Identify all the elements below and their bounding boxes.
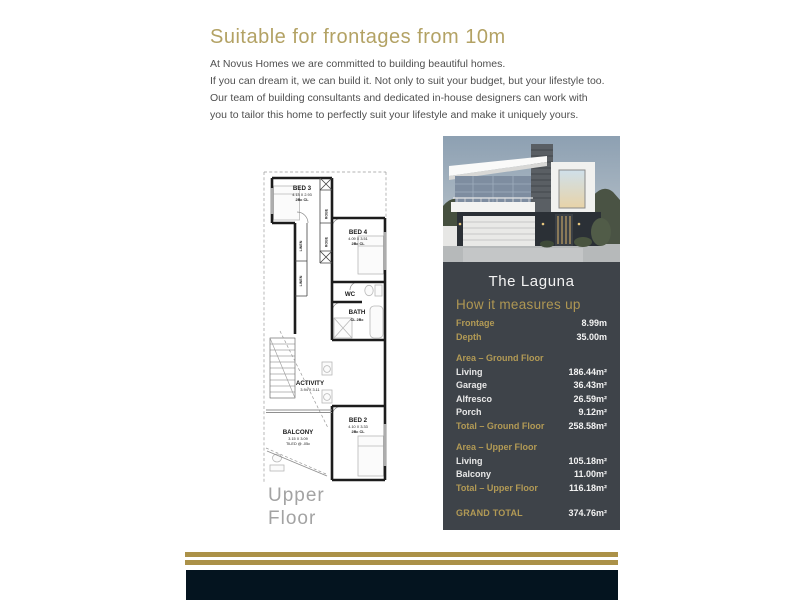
room-dims-activity: 3.94 X 3.11 <box>300 388 320 392</box>
measure-value: 26.59m² <box>573 393 607 404</box>
room-label-bed2: BED 2 <box>348 417 368 424</box>
measure-label: Garage <box>456 380 488 390</box>
measure-value: 11.00m² <box>573 469 607 479</box>
measure-value: 8.99m <box>581 318 607 328</box>
room-note-bath: CL 2Bc <box>350 318 364 322</box>
measure-row-total-upper <box>456 483 607 497</box>
measure-label: Living <box>456 455 483 466</box>
measure-value: 374.76m² <box>568 508 607 518</box>
measure-value: 258.58m² <box>568 420 607 431</box>
footer-navy-bar <box>186 570 618 600</box>
room-label-balcony: BALCONY <box>282 429 314 436</box>
floor-word-floor: Floor <box>268 508 317 529</box>
footer-gold-bar-top <box>185 552 618 557</box>
measurements-subtitle: How it measures up <box>456 297 581 312</box>
measure-label: Porch <box>456 407 482 417</box>
intro-line: Our team of building consultants and dedicated in-house designers can work with <box>210 92 588 104</box>
section-header-ground-floor <box>456 353 607 367</box>
measure-value: 116.18m² <box>568 482 607 493</box>
measure-value: 35.00m <box>576 331 607 342</box>
measure-row-grand-total <box>456 508 607 522</box>
measure-label: Balcony <box>456 469 492 479</box>
measure-row-frontage <box>456 318 607 332</box>
measure-value: 105.18m² <box>568 455 607 466</box>
floor-level-label <box>268 484 325 530</box>
measure-label: Frontage <box>456 318 495 328</box>
room-label-activity: ACTIVITY <box>295 380 325 387</box>
measure-row-balcony <box>456 469 607 483</box>
measure-value: 186.44m² <box>568 366 607 377</box>
measure-row-living-gf <box>456 367 607 381</box>
room-dims-bed2: 4.10 X 3.33 <box>348 425 368 429</box>
room-label-wc: WC <box>344 291 356 298</box>
measure-label: Total – Upper Floor <box>456 482 538 493</box>
measure-row-alfresco <box>456 394 607 408</box>
intro-paragraph <box>210 56 610 124</box>
design-name: The Laguna <box>488 273 575 290</box>
room-dims-bed3: 4.13 X 2.93 <box>292 193 312 197</box>
room-dims-balcony: 3.15 X 3.09 <box>288 437 308 441</box>
room-label-bath: BATH <box>348 309 366 316</box>
intro-line: If you can dream it, we can build it. Not only to suit your budget, but your lifestyle too. <box>210 75 605 87</box>
room-label-bed4: BED 4 <box>348 229 368 236</box>
robe-label-1: ROBE <box>324 208 329 220</box>
measure-value: 9.12m² <box>578 407 607 417</box>
measure-row-living-uf <box>456 456 607 470</box>
intro-line: At Novus Homes we are committed to building beautiful homes. <box>210 58 506 70</box>
section-header-label: Area – Upper Floor <box>456 442 538 452</box>
measure-label: Living <box>456 366 483 377</box>
page-title: Suitable for frontages from 10m <box>210 26 506 48</box>
measure-label: Alfresco <box>456 393 493 404</box>
house-photo <box>443 136 620 262</box>
windows <box>272 188 385 466</box>
footer-gold-bar-bottom <box>185 560 618 565</box>
room-note-bed3: 2Bc CL <box>295 198 309 202</box>
section-header-label: Area – Ground Floor <box>456 353 544 363</box>
linen-label-2: LINEN <box>299 275 303 287</box>
measure-label: Total – Ground Floor <box>456 420 545 431</box>
measure-value: 36.43m² <box>573 380 607 390</box>
room-note-bed2: 2Bc CL <box>351 430 365 434</box>
floor-word-upper: Upper <box>268 485 325 506</box>
stairs <box>270 338 295 398</box>
room-label-bed3: BED 3 <box>292 185 312 192</box>
measure-label: GRAND TOTAL <box>456 508 523 518</box>
measure-label: Depth <box>456 331 482 342</box>
intro-line: you to tailor this home to perfectly suit your lifestyle and make it uniquely yours. <box>210 109 579 121</box>
measure-row-total-ground <box>456 421 607 435</box>
section-header-upper-floor <box>456 442 607 456</box>
measurements-panel <box>443 136 620 530</box>
measure-row-depth <box>456 332 607 346</box>
room-note-balcony: TILED @ -05c <box>285 442 311 446</box>
room-dims-bed4: 4.09 X 3.51 <box>348 237 368 241</box>
room-note-bed4: 2Bc CL <box>351 242 365 246</box>
linen-label-1: LINEN <box>299 240 303 252</box>
measure-row-porch <box>456 407 607 421</box>
measure-row-garage <box>456 380 607 394</box>
upper-floor-plan <box>262 166 388 484</box>
robe-label-2: ROBE <box>324 236 329 248</box>
